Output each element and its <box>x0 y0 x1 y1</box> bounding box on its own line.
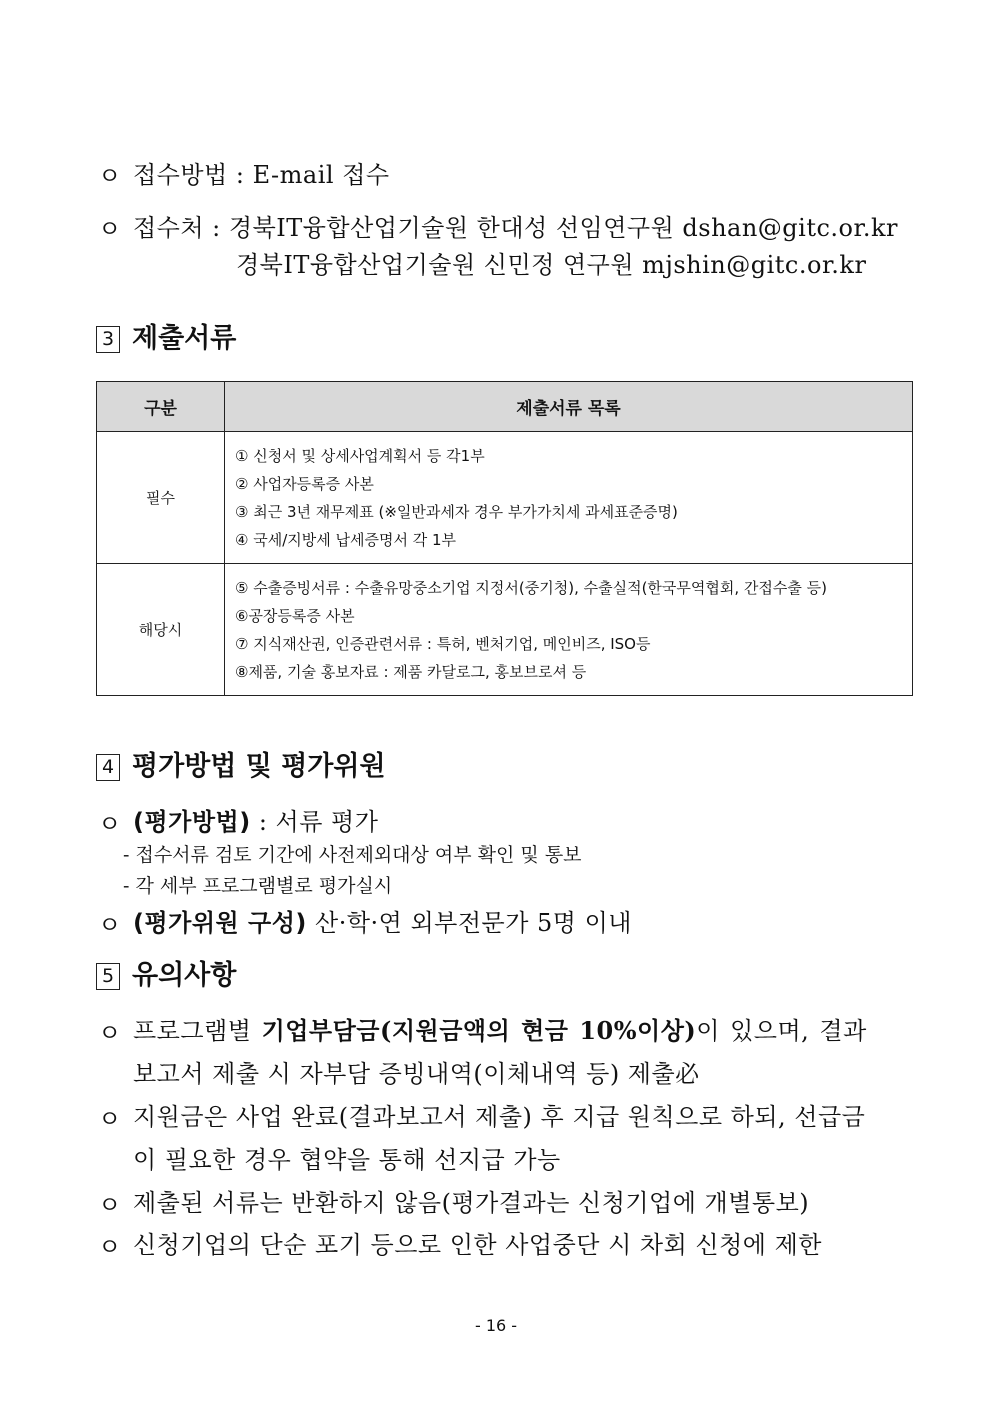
header-category: 구분 <box>97 382 225 432</box>
row-category: 해당시 <box>97 564 225 696</box>
notice-item-3: 제출된 서류는 반환하지 않음(평가결과는 신청기업에 개별통보) <box>133 1189 810 1217</box>
section-3-title: 제출서류 <box>132 323 237 354</box>
section-4-heading <box>96 744 386 783</box>
evaluation-committee <box>133 903 632 938</box>
notice-item-1 <box>133 1011 867 1046</box>
section-number-box: 3 <box>96 326 120 353</box>
list-item: ⑦ 지식재산권, 인증관련서류 : 특허, 벤처기업, 메인비즈, ISO등 <box>235 634 651 653</box>
evaluation-method-text: : 서류 평가 <box>258 808 379 836</box>
row-category: 필수 <box>97 432 225 564</box>
bullet-marker: ㅇ <box>98 1019 122 1047</box>
list-item: ⑥공장등록증 사본 <box>235 606 355 625</box>
evaluation-sub-item: - 각 세부 프로그램별로 평가실시 <box>123 875 393 897</box>
header-documents: 제출서류 목록 <box>225 382 913 432</box>
section-5-title: 유의사항 <box>132 960 237 991</box>
evaluation-method <box>133 802 378 837</box>
table-row <box>97 564 913 696</box>
notice-item-1-line2: 보고서 제출 시 자부담 증빙내역(이체내역 등) 제출必 <box>133 1060 700 1088</box>
receipt-method: 접수방법 : E-mail 접수 <box>133 161 390 189</box>
bullet-marker: ㅇ <box>98 911 122 939</box>
receipt-place-line1: 접수처 : 경북IT융합산업기술원 한대성 선임연구원 dshan@gitc.or.kr <box>133 214 898 242</box>
bullet-marker: ㅇ <box>98 1105 122 1133</box>
bullet-marker: ㅇ <box>98 162 122 190</box>
list-item: ⑤ 수출증빙서류 : 수출유망중소기업 지정서(중기청), 수출실적(한국무역협회, 간접수출 등) <box>235 578 827 597</box>
bullet-marker: ㅇ <box>98 1233 122 1261</box>
table-row <box>97 432 913 564</box>
bullet-marker: ㅇ <box>98 1191 122 1219</box>
documents-table <box>96 381 913 696</box>
list-item: ⑧제품, 기술 홍보자료 : 제품 카달로그, 홍보브로셔 등 <box>235 662 587 681</box>
row-items <box>225 564 913 696</box>
evaluation-committee-label: (평가위원 구성) <box>133 909 307 937</box>
section-3-heading <box>96 316 236 355</box>
notice-item-2-line1: 지원금은 사업 완료(결과보고서 제출) 후 지급 원칙으로 하되, 선급금 <box>133 1103 866 1131</box>
notice-item-1-bold: 기업부담금(지원금액의 현금 10%이상) <box>261 1016 697 1045</box>
bullet-marker: ㅇ <box>98 215 122 243</box>
list-item: ③ 최근 3년 재무제표 (※일반과세자 경우 부가가치세 과세표준증명) <box>235 502 678 521</box>
section-number-box: 4 <box>96 754 120 781</box>
list-item: ① 신청서 및 상세사업계획서 등 각1부 <box>235 446 485 465</box>
section-5-heading <box>96 953 236 992</box>
notice-item-1-post: 이 있으며, 결과 <box>696 1017 867 1045</box>
section-4-title: 평가방법 및 평가위원 <box>132 751 386 782</box>
notice-item-4: 신청기업의 단순 포기 등으로 인한 사업중단 시 차회 신청에 제한 <box>133 1231 822 1259</box>
notice-item-2-line2: 이 필요한 경우 협약을 통해 선지급 가능 <box>133 1146 561 1174</box>
evaluation-sub-item: - 접수서류 검토 기간에 사전제외대상 여부 확인 및 통보 <box>123 844 582 866</box>
notice-item-1-pre: 프로그램별 <box>133 1017 262 1045</box>
row-items <box>225 432 913 564</box>
receipt-place-line2: 경북IT융합산업기술원 신민정 연구원 mjshin@gitc.or.kr <box>236 251 867 279</box>
list-item: ② 사업자등록증 사본 <box>235 474 374 493</box>
evaluation-committee-text: 산·학·연 외부전문가 5명 이내 <box>315 909 632 937</box>
page-number: - 16 - <box>474 1316 518 1335</box>
evaluation-method-label: (평가방법) <box>133 808 251 836</box>
section-number-box: 5 <box>96 963 120 990</box>
list-item: ④ 국세/지방세 납세증명서 각 1부 <box>235 530 456 549</box>
bullet-marker: ㅇ <box>98 810 122 838</box>
table-header-row <box>97 382 913 432</box>
